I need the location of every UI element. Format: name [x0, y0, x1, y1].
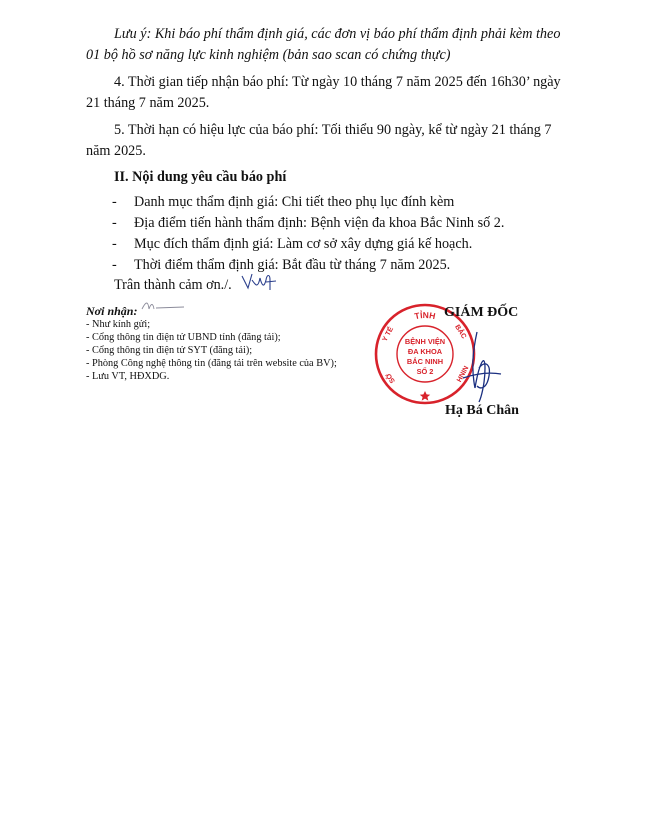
bullet-item	[112, 213, 504, 234]
bullet-item	[112, 255, 450, 276]
seal-right-lower-text: NINH	[454, 364, 469, 383]
recipient-line: - Cổng thông tin điện tử UBND tỉnh (đăng tải);	[86, 332, 281, 343]
recipient-line: - Cổng thông tin điện tử SYT (đăng tải);	[86, 345, 253, 356]
bullet-item	[112, 192, 454, 213]
seal-center-line-3: BẮC NINH	[406, 357, 444, 366]
seal-center-line-4: SỐ 2	[416, 367, 434, 376]
signer-name: Hạ Bá Chân	[445, 403, 519, 418]
bullet-dash: -	[112, 215, 117, 231]
seal-top-text: TỈNH	[413, 309, 437, 322]
bullet-dash: -	[112, 236, 117, 252]
item4-line-1: 4. Thời gian tiếp nhận báo phí: Từ ngày 10 tháng 7 năm 2025 đến 16h30’ ngày	[114, 74, 561, 90]
bullet-dash: -	[112, 194, 117, 210]
bullet-text: Danh mục thẩm định giá: Chi tiết theo phụ lục đính kèm	[134, 194, 455, 210]
seal-center-line-2: ĐA KHOA	[407, 347, 443, 356]
bullet-text: Mục đích thẩm định giá: Làm cơ sở xây dựng giá kế hoạch.	[134, 236, 473, 252]
bullet-text: Địa điểm tiến hành thẩm định: Bệnh viện đa khoa Bắc Ninh số 2.	[134, 215, 505, 231]
bullet-text: Thời điểm thẩm định giá: Bắt đầu từ tháng 7 năm 2025.	[134, 257, 451, 273]
recipients-initials	[140, 299, 190, 315]
item5-line-2: năm 2025.	[86, 143, 146, 159]
seal-bottom-left-text: SỞ	[385, 371, 397, 385]
director-signature	[455, 328, 515, 408]
thanks-line: Trân thành cảm ơn./.	[114, 277, 232, 293]
note-line-2: 01 bộ hồ sơ năng lực kinh nghiệm (bản sao scan có chứng thực)	[86, 47, 451, 63]
signature-title: GIÁM ĐỐC	[444, 305, 519, 320]
recipient-line: - Như kính gửi;	[86, 319, 151, 330]
bullet-dash: -	[112, 257, 117, 273]
seal-star-icon	[420, 391, 430, 401]
recipient-line: - Lưu VT, HĐXDG.	[86, 371, 170, 382]
item4-line-2: 21 tháng 7 năm 2025.	[86, 95, 210, 111]
initials-signature	[240, 270, 280, 294]
note-line-1: Lưu ý: Khi báo phí thẩm định giá, các đơn vị báo phí thẩm định phải kèm theo	[114, 26, 561, 42]
section-heading: II. Nội dung yêu cầu báo phí	[114, 169, 287, 185]
seal-right-text: BẮC	[453, 323, 468, 341]
item5-line-1: 5. Thời hạn có hiệu lực của báo phí: Tối thiểu 90 ngày, kể từ ngày 21 tháng 7	[114, 122, 552, 138]
seal-left-text: Y TẾ	[381, 326, 396, 343]
recipient-line: - Phòng Công nghệ thông tin (đăng tải trên website của BV);	[86, 358, 337, 369]
bullet-item	[112, 234, 472, 255]
seal-center-line-1: BỆNH VIỆN	[404, 337, 446, 346]
recipients-title: Nơi nhận:	[86, 304, 138, 318]
